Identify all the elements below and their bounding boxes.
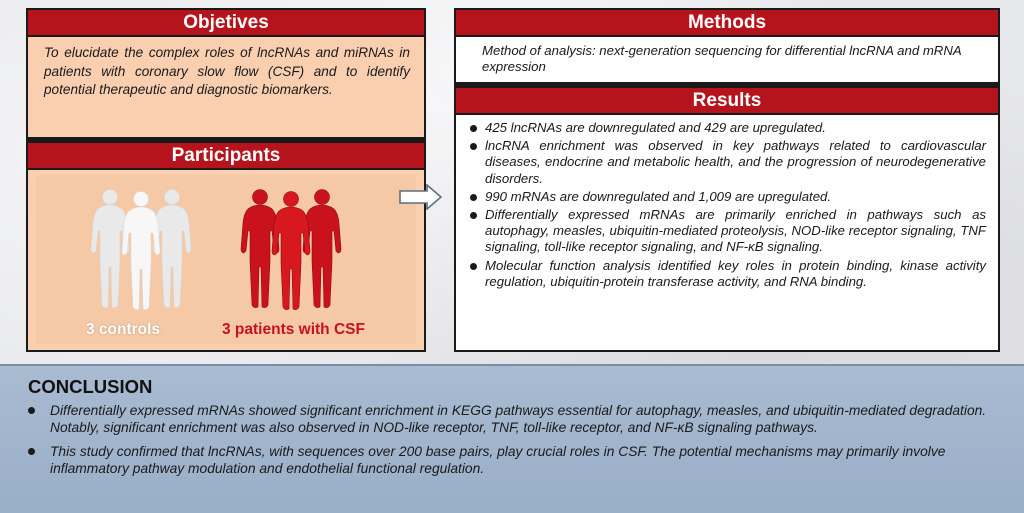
objectives-title: Objetives — [28, 10, 424, 37]
result-item: Molecular function analysis identified key roles in protein binding, kinase activity regulation, ubiquitin-protein transferase activity, and RNA binding. — [470, 258, 986, 290]
results-panel — [454, 84, 1000, 352]
controls-label: 3 controls — [86, 321, 161, 338]
conclusion-item: Differentially expressed mRNAs showed significant enrichment in KEGG pathways essential for autophagy, measles, and ubiquitin-mediated degradation. Notably, significant enrichment was also observed in NOD-like receptor, TNF, toll-like receptor, and NF-κB signaling pathways. — [28, 402, 990, 437]
methods-panel — [454, 8, 1000, 84]
conclusion-section — [0, 364, 1024, 513]
conclusion-title: CONCLUSION — [28, 376, 153, 397]
methods-text: Method of analysis: next-generation sequencing for differential lncRNA and mRNA expression — [482, 43, 962, 74]
results-list — [456, 115, 998, 290]
methods-title: Methods — [456, 10, 998, 37]
patients-label: 3 patients with CSF — [222, 321, 365, 338]
conclusion-item: This study confirmed that lncRNAs, with sequences over 200 base pairs, play crucial roles in CSF. The potential mechanisms may primarily involve inflammatory pathway modulation and endothelial functional regulation. — [28, 443, 990, 478]
result-item: lncRNA enrichment was observed in key pathways related to cardiovascular diseases, endocrine and metabolic health, and the progression of neurodegenerative disorders. — [470, 138, 986, 187]
result-item: 425 lncRNAs are downregulated and 429 are upregulated. — [470, 120, 986, 136]
result-item: 990 mRNAs are downregulated and 1,009 are upregulated. — [470, 189, 986, 205]
result-item: Differentially expressed mRNAs are primarily enriched in pathways such as autophagy, measles, ubiquitin-mediated proteolysis, NOD-like receptor signaling, TNF signaling, toll-like receptor signaling, and NF-κB signaling. — [470, 207, 986, 256]
conclusion-list — [28, 402, 990, 484]
results-title: Results — [456, 86, 998, 115]
participants-illustration — [36, 175, 416, 344]
right-arrow-icon — [399, 184, 443, 210]
objectives-text: To elucidate the complex roles of lncRNAs and miRNAs in patients with coronary slow flow (CSF) and to identify potential therapeutic and diagnostic biomarkers. — [44, 45, 410, 97]
objectives-panel — [26, 8, 426, 139]
patients-people-icon — [236, 187, 346, 312]
controls-people-icon — [86, 187, 196, 312]
participants-panel — [26, 139, 426, 352]
participants-title: Participants — [28, 141, 424, 170]
